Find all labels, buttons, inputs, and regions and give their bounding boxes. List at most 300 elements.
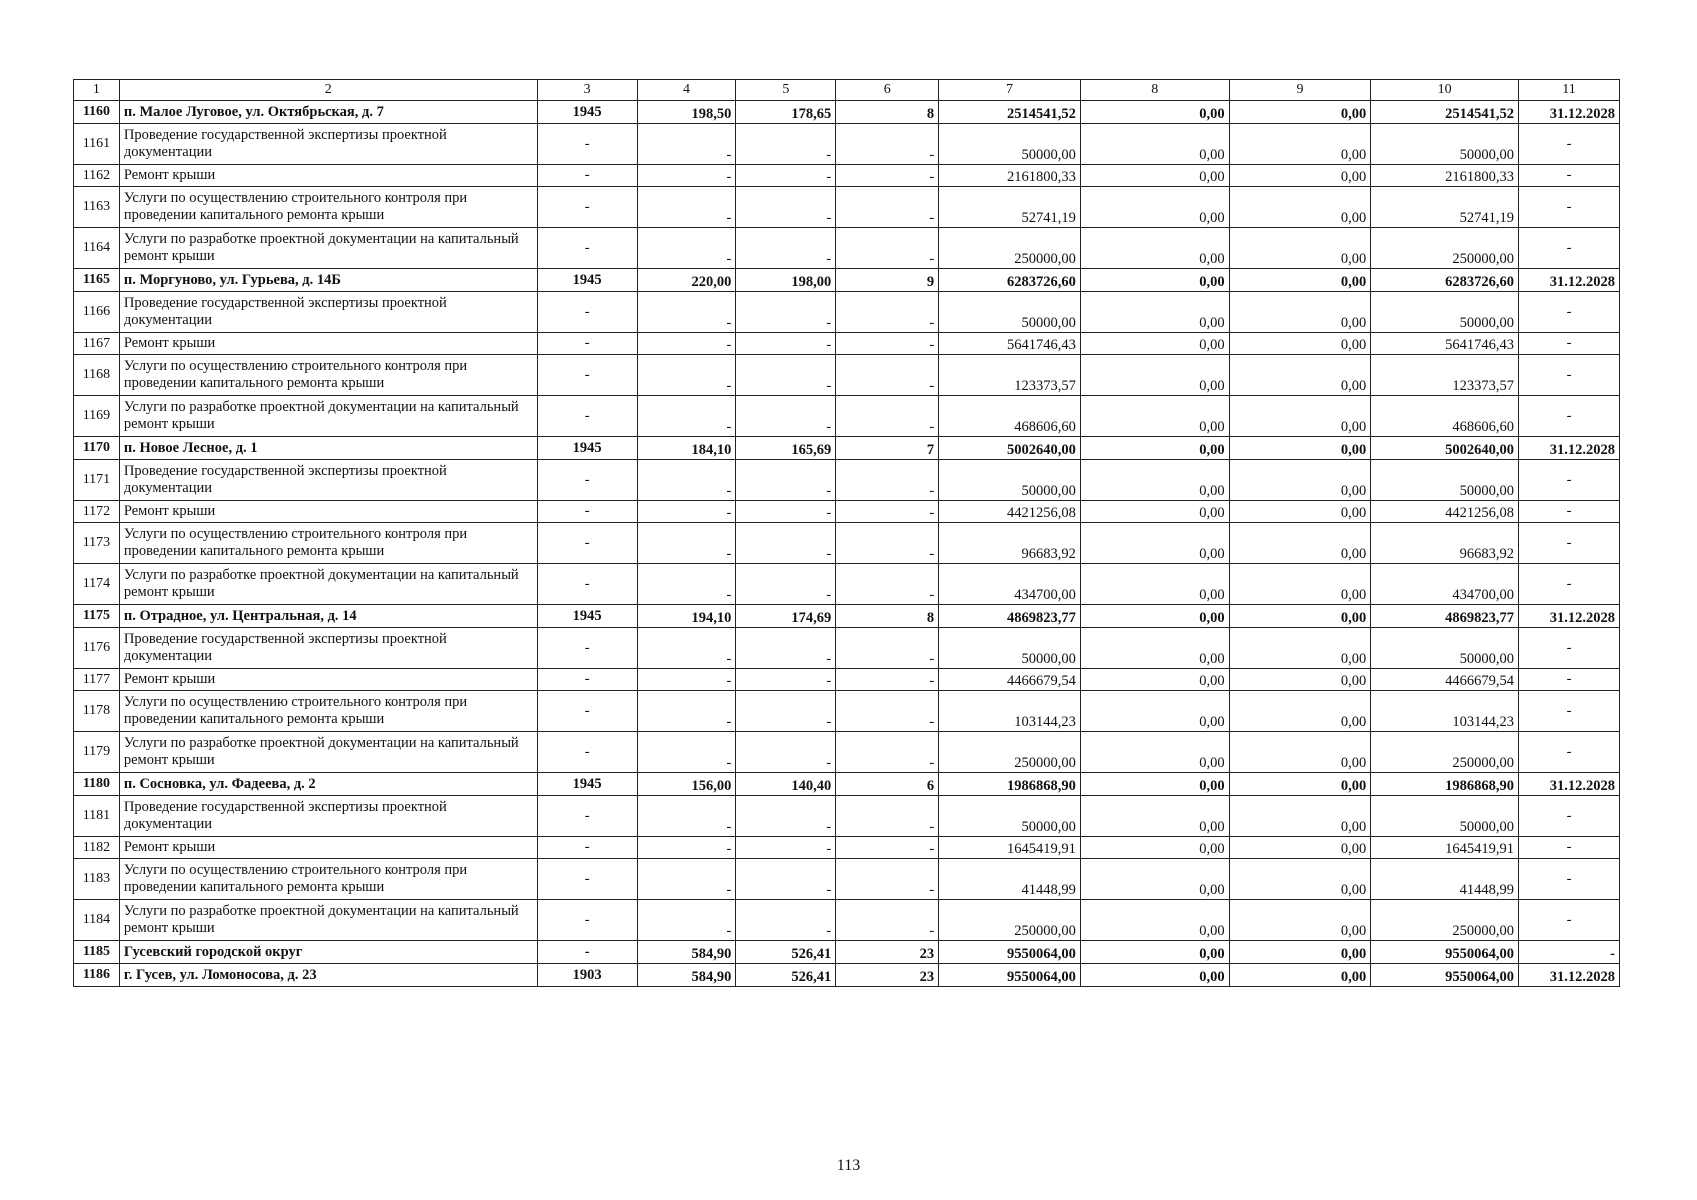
cost-total-cell: 123373,57 bbox=[939, 355, 1081, 396]
row-number-cell: 1170 bbox=[74, 437, 120, 460]
page-number: 113 bbox=[836, 1157, 861, 1174]
column-header: 4 bbox=[637, 80, 736, 101]
deadline-date-cell: - bbox=[1519, 187, 1620, 228]
deadline-date-cell: - bbox=[1519, 941, 1620, 964]
deadline-date-cell: - bbox=[1519, 501, 1620, 523]
table-row bbox=[74, 437, 1620, 460]
cost-budget-cell: 41448,99 bbox=[1371, 859, 1519, 900]
cost-budget-cell: 4869823,77 bbox=[1371, 605, 1519, 628]
cost-budget-cell: 5002640,00 bbox=[1371, 437, 1519, 460]
cost-total-cell: 50000,00 bbox=[939, 628, 1081, 669]
cost-total-cell: 4466679,54 bbox=[939, 669, 1081, 691]
item-name-cell: Ремонт крыши bbox=[119, 333, 537, 355]
year-value-cell: 1945 bbox=[537, 773, 637, 796]
cost-other-cell: 0,00 bbox=[1229, 837, 1371, 859]
count-value-cell: - bbox=[836, 165, 939, 187]
count-value-cell: - bbox=[836, 124, 939, 165]
area-living-cell: - bbox=[736, 187, 836, 228]
area-living-cell: 178,65 bbox=[736, 101, 836, 124]
area-total-cell: - bbox=[637, 691, 736, 732]
column-header: 9 bbox=[1229, 80, 1371, 101]
area-living-cell: - bbox=[736, 523, 836, 564]
row-number-cell: 1183 bbox=[74, 859, 120, 900]
cost-total-cell: 2514541,52 bbox=[939, 101, 1081, 124]
item-name-cell: Проведение государственной экспертизы проектной документации bbox=[119, 628, 537, 669]
count-value-cell: 23 bbox=[836, 964, 939, 987]
cost-fund-cell: 0,00 bbox=[1080, 269, 1229, 292]
area-total-cell: - bbox=[637, 837, 736, 859]
year-value-cell: - bbox=[537, 837, 637, 859]
cost-other-cell: 0,00 bbox=[1229, 669, 1371, 691]
cost-total-cell: 6283726,60 bbox=[939, 269, 1081, 292]
area-living-cell: 198,00 bbox=[736, 269, 836, 292]
count-value-cell: - bbox=[836, 333, 939, 355]
cost-total-cell: 103144,23 bbox=[939, 691, 1081, 732]
deadline-date-cell: 31.12.2028 bbox=[1519, 773, 1620, 796]
area-total-cell: - bbox=[637, 460, 736, 501]
column-header: 5 bbox=[736, 80, 836, 101]
cost-budget-cell: 50000,00 bbox=[1371, 628, 1519, 669]
cost-total-cell: 41448,99 bbox=[939, 859, 1081, 900]
column-header: 3 bbox=[537, 80, 637, 101]
row-number-cell: 1171 bbox=[74, 460, 120, 501]
area-living-cell: - bbox=[736, 124, 836, 165]
item-name-cell: п. Моргуново, ул. Гурьева, д. 14Б bbox=[119, 269, 537, 292]
cost-fund-cell: 0,00 bbox=[1080, 523, 1229, 564]
deadline-date-cell: - bbox=[1519, 333, 1620, 355]
cost-total-cell: 250000,00 bbox=[939, 900, 1081, 941]
column-header: 1 bbox=[74, 80, 120, 101]
count-value-cell: - bbox=[836, 669, 939, 691]
year-value-cell: - bbox=[537, 669, 637, 691]
area-living-cell: - bbox=[736, 837, 836, 859]
area-total-cell: 156,00 bbox=[637, 773, 736, 796]
year-value-cell: 1903 bbox=[537, 964, 637, 987]
deadline-date-cell: 31.12.2028 bbox=[1519, 101, 1620, 124]
deadline-date-cell: - bbox=[1519, 228, 1620, 269]
cost-fund-cell: 0,00 bbox=[1080, 964, 1229, 987]
item-name-cell: г. Гусев, ул. Ломоносова, д. 23 bbox=[119, 964, 537, 987]
table-row bbox=[74, 669, 1620, 691]
count-value-cell: - bbox=[836, 292, 939, 333]
area-total-cell: - bbox=[637, 732, 736, 773]
row-number-cell: 1167 bbox=[74, 333, 120, 355]
count-value-cell: - bbox=[836, 523, 939, 564]
table-row bbox=[74, 523, 1620, 564]
cost-total-cell: 50000,00 bbox=[939, 292, 1081, 333]
year-value-cell: - bbox=[537, 165, 637, 187]
deadline-date-cell: - bbox=[1519, 796, 1620, 837]
cost-fund-cell: 0,00 bbox=[1080, 437, 1229, 460]
item-name-cell: Услуги по разработке проектной документации на капитальный ремонт крыши bbox=[119, 900, 537, 941]
row-number-cell: 1181 bbox=[74, 796, 120, 837]
count-value-cell: - bbox=[836, 628, 939, 669]
cost-other-cell: 0,00 bbox=[1229, 437, 1371, 460]
table-row bbox=[74, 732, 1620, 773]
area-total-cell: - bbox=[637, 333, 736, 355]
area-total-cell: - bbox=[637, 628, 736, 669]
year-value-cell: - bbox=[537, 501, 637, 523]
table-row bbox=[74, 355, 1620, 396]
area-living-cell: - bbox=[736, 333, 836, 355]
table-row bbox=[74, 691, 1620, 732]
deadline-date-cell: - bbox=[1519, 460, 1620, 501]
table-row bbox=[74, 796, 1620, 837]
item-name-cell: Ремонт крыши bbox=[119, 501, 537, 523]
item-name-cell: Услуги по осуществлению строительного контроля при проведении капитального ремонта крыши bbox=[119, 523, 537, 564]
cost-budget-cell: 1986868,90 bbox=[1371, 773, 1519, 796]
area-living-cell: - bbox=[736, 501, 836, 523]
year-value-cell: 1945 bbox=[537, 437, 637, 460]
table-row bbox=[74, 837, 1620, 859]
cost-fund-cell: 0,00 bbox=[1080, 396, 1229, 437]
year-value-cell: - bbox=[537, 292, 637, 333]
area-living-cell: - bbox=[736, 564, 836, 605]
table-row bbox=[74, 228, 1620, 269]
item-name-cell: Услуги по осуществлению строительного контроля при проведении капитального ремонта крыши bbox=[119, 187, 537, 228]
area-total-cell: - bbox=[637, 669, 736, 691]
year-value-cell: - bbox=[537, 187, 637, 228]
cost-budget-cell: 50000,00 bbox=[1371, 124, 1519, 165]
area-total-cell: - bbox=[637, 355, 736, 396]
area-living-cell: - bbox=[736, 355, 836, 396]
row-number-cell: 1163 bbox=[74, 187, 120, 228]
year-value-cell: - bbox=[537, 859, 637, 900]
cost-fund-cell: 0,00 bbox=[1080, 669, 1229, 691]
table-row bbox=[74, 333, 1620, 355]
row-number-cell: 1175 bbox=[74, 605, 120, 628]
deadline-date-cell: - bbox=[1519, 165, 1620, 187]
deadline-date-cell: - bbox=[1519, 355, 1620, 396]
cost-total-cell: 250000,00 bbox=[939, 228, 1081, 269]
area-total-cell: - bbox=[637, 523, 736, 564]
row-number-cell: 1165 bbox=[74, 269, 120, 292]
cost-fund-cell: 0,00 bbox=[1080, 460, 1229, 501]
item-name-cell: Ремонт крыши bbox=[119, 837, 537, 859]
year-value-cell: - bbox=[537, 355, 637, 396]
year-value-cell: - bbox=[537, 732, 637, 773]
year-value-cell: 1945 bbox=[537, 101, 637, 124]
count-value-cell: 6 bbox=[836, 773, 939, 796]
year-value-cell: - bbox=[537, 228, 637, 269]
cost-other-cell: 0,00 bbox=[1229, 796, 1371, 837]
area-living-cell: - bbox=[736, 628, 836, 669]
cost-total-cell: 9550064,00 bbox=[939, 941, 1081, 964]
cost-other-cell: 0,00 bbox=[1229, 732, 1371, 773]
deadline-date-cell: - bbox=[1519, 396, 1620, 437]
cost-total-cell: 5641746,43 bbox=[939, 333, 1081, 355]
deadline-date-cell: - bbox=[1519, 837, 1620, 859]
cost-budget-cell: 50000,00 bbox=[1371, 292, 1519, 333]
deadline-date-cell: - bbox=[1519, 900, 1620, 941]
cost-fund-cell: 0,00 bbox=[1080, 691, 1229, 732]
count-value-cell: 8 bbox=[836, 101, 939, 124]
area-living-cell: - bbox=[736, 669, 836, 691]
cost-budget-cell: 2514541,52 bbox=[1371, 101, 1519, 124]
count-value-cell: - bbox=[836, 396, 939, 437]
year-value-cell: - bbox=[537, 564, 637, 605]
year-value-cell: - bbox=[537, 691, 637, 732]
area-living-cell: - bbox=[736, 292, 836, 333]
cost-budget-cell: 9550064,00 bbox=[1371, 964, 1519, 987]
area-total-cell: - bbox=[637, 165, 736, 187]
cost-other-cell: 0,00 bbox=[1229, 628, 1371, 669]
area-total-cell: 220,00 bbox=[637, 269, 736, 292]
item-name-cell: Услуги по разработке проектной документации на капитальный ремонт крыши bbox=[119, 396, 537, 437]
deadline-date-cell: 31.12.2028 bbox=[1519, 437, 1620, 460]
cost-budget-cell: 250000,00 bbox=[1371, 228, 1519, 269]
cost-other-cell: 0,00 bbox=[1229, 900, 1371, 941]
cost-other-cell: 0,00 bbox=[1229, 292, 1371, 333]
year-value-cell: - bbox=[537, 523, 637, 564]
cost-other-cell: 0,00 bbox=[1229, 859, 1371, 900]
cost-fund-cell: 0,00 bbox=[1080, 292, 1229, 333]
item-name-cell: Проведение государственной экспертизы проектной документации bbox=[119, 124, 537, 165]
column-header: 6 bbox=[836, 80, 939, 101]
item-name-cell: Услуги по разработке проектной документации на капитальный ремонт крыши bbox=[119, 228, 537, 269]
cost-other-cell: 0,00 bbox=[1229, 941, 1371, 964]
year-value-cell: - bbox=[537, 124, 637, 165]
area-total-cell: - bbox=[637, 501, 736, 523]
count-value-cell: - bbox=[836, 564, 939, 605]
cost-other-cell: 0,00 bbox=[1229, 269, 1371, 292]
area-living-cell: 140,40 bbox=[736, 773, 836, 796]
cost-total-cell: 2161800,33 bbox=[939, 165, 1081, 187]
table-row bbox=[74, 564, 1620, 605]
table-row bbox=[74, 964, 1620, 987]
deadline-date-cell: - bbox=[1519, 292, 1620, 333]
cost-other-cell: 0,00 bbox=[1229, 691, 1371, 732]
area-living-cell: - bbox=[736, 859, 836, 900]
cost-other-cell: 0,00 bbox=[1229, 355, 1371, 396]
area-living-cell: - bbox=[736, 796, 836, 837]
cost-total-cell: 52741,19 bbox=[939, 187, 1081, 228]
row-number-cell: 1177 bbox=[74, 669, 120, 691]
column-number-header-row bbox=[74, 80, 1620, 101]
cost-fund-cell: 0,00 bbox=[1080, 732, 1229, 773]
row-number-cell: 1161 bbox=[74, 124, 120, 165]
deadline-date-cell: - bbox=[1519, 691, 1620, 732]
area-living-cell: 165,69 bbox=[736, 437, 836, 460]
cost-other-cell: 0,00 bbox=[1229, 773, 1371, 796]
row-number-cell: 1180 bbox=[74, 773, 120, 796]
row-number-cell: 1173 bbox=[74, 523, 120, 564]
row-number-cell: 1162 bbox=[74, 165, 120, 187]
cost-budget-cell: 50000,00 bbox=[1371, 460, 1519, 501]
row-number-cell: 1174 bbox=[74, 564, 120, 605]
table-row bbox=[74, 165, 1620, 187]
column-header: 7 bbox=[939, 80, 1081, 101]
table-row bbox=[74, 605, 1620, 628]
count-value-cell: - bbox=[836, 900, 939, 941]
table-row bbox=[74, 628, 1620, 669]
count-value-cell: - bbox=[836, 187, 939, 228]
table-row bbox=[74, 941, 1620, 964]
year-value-cell: - bbox=[537, 396, 637, 437]
area-total-cell: - bbox=[637, 796, 736, 837]
cost-budget-cell: 103144,23 bbox=[1371, 691, 1519, 732]
cost-other-cell: 0,00 bbox=[1229, 460, 1371, 501]
cost-total-cell: 1645419,91 bbox=[939, 837, 1081, 859]
count-value-cell: 9 bbox=[836, 269, 939, 292]
cost-total-cell: 9550064,00 bbox=[939, 964, 1081, 987]
cost-budget-cell: 250000,00 bbox=[1371, 732, 1519, 773]
item-name-cell: п. Отрадное, ул. Центральная, д. 14 bbox=[119, 605, 537, 628]
cost-fund-cell: 0,00 bbox=[1080, 165, 1229, 187]
area-total-cell: - bbox=[637, 564, 736, 605]
item-name-cell: Проведение государственной экспертизы проектной документации bbox=[119, 796, 537, 837]
cost-total-cell: 4869823,77 bbox=[939, 605, 1081, 628]
row-number-cell: 1169 bbox=[74, 396, 120, 437]
cost-budget-cell: 6283726,60 bbox=[1371, 269, 1519, 292]
cost-fund-cell: 0,00 bbox=[1080, 941, 1229, 964]
year-value-cell: 1945 bbox=[537, 269, 637, 292]
cost-total-cell: 1986868,90 bbox=[939, 773, 1081, 796]
area-living-cell: 526,41 bbox=[736, 941, 836, 964]
cost-fund-cell: 0,00 bbox=[1080, 228, 1229, 269]
cost-fund-cell: 0,00 bbox=[1080, 605, 1229, 628]
count-value-cell: 7 bbox=[836, 437, 939, 460]
item-name-cell: Ремонт крыши bbox=[119, 165, 537, 187]
table-row bbox=[74, 124, 1620, 165]
item-name-cell: Проведение государственной экспертизы проектной документации bbox=[119, 460, 537, 501]
cost-budget-cell: 434700,00 bbox=[1371, 564, 1519, 605]
cost-budget-cell: 5641746,43 bbox=[1371, 333, 1519, 355]
item-name-cell: Услуги по разработке проектной документации на капитальный ремонт крыши bbox=[119, 564, 537, 605]
area-living-cell: - bbox=[736, 732, 836, 773]
area-living-cell: - bbox=[736, 396, 836, 437]
cost-budget-cell: 52741,19 bbox=[1371, 187, 1519, 228]
cost-other-cell: 0,00 bbox=[1229, 165, 1371, 187]
cost-budget-cell: 4466679,54 bbox=[1371, 669, 1519, 691]
deadline-date-cell: - bbox=[1519, 732, 1620, 773]
item-name-cell: Услуги по осуществлению строительного контроля при проведении капитального ремонта крыши bbox=[119, 355, 537, 396]
column-header: 11 bbox=[1519, 80, 1620, 101]
cost-fund-cell: 0,00 bbox=[1080, 796, 1229, 837]
table-row bbox=[74, 292, 1620, 333]
cost-total-cell: 434700,00 bbox=[939, 564, 1081, 605]
cost-other-cell: 0,00 bbox=[1229, 228, 1371, 269]
cost-fund-cell: 0,00 bbox=[1080, 564, 1229, 605]
cost-fund-cell: 0,00 bbox=[1080, 124, 1229, 165]
cost-other-cell: 0,00 bbox=[1229, 124, 1371, 165]
row-number-cell: 1164 bbox=[74, 228, 120, 269]
area-total-cell: - bbox=[637, 900, 736, 941]
row-number-cell: 1168 bbox=[74, 355, 120, 396]
area-living-cell: - bbox=[736, 460, 836, 501]
cost-budget-cell: 9550064,00 bbox=[1371, 941, 1519, 964]
cost-budget-cell: 123373,57 bbox=[1371, 355, 1519, 396]
cost-total-cell: 5002640,00 bbox=[939, 437, 1081, 460]
row-number-cell: 1186 bbox=[74, 964, 120, 987]
area-total-cell: - bbox=[637, 292, 736, 333]
cost-budget-cell: 50000,00 bbox=[1371, 796, 1519, 837]
table-body bbox=[74, 101, 1620, 987]
column-header: 2 bbox=[119, 80, 537, 101]
cost-budget-cell: 468606,60 bbox=[1371, 396, 1519, 437]
area-total-cell: - bbox=[637, 228, 736, 269]
item-name-cell: п. Малое Луговое, ул. Октябрьская, д. 7 bbox=[119, 101, 537, 124]
row-number-cell: 1182 bbox=[74, 837, 120, 859]
cost-other-cell: 0,00 bbox=[1229, 964, 1371, 987]
cost-total-cell: 50000,00 bbox=[939, 796, 1081, 837]
table-row bbox=[74, 396, 1620, 437]
table-row bbox=[74, 101, 1620, 124]
deadline-date-cell: - bbox=[1519, 564, 1620, 605]
cost-budget-cell: 250000,00 bbox=[1371, 900, 1519, 941]
count-value-cell: - bbox=[836, 796, 939, 837]
area-total-cell: - bbox=[637, 187, 736, 228]
deadline-date-cell: - bbox=[1519, 523, 1620, 564]
table-row bbox=[74, 900, 1620, 941]
item-name-cell: Услуги по осуществлению строительного контроля при проведении капитального ремонта крыши bbox=[119, 691, 537, 732]
area-total-cell: 194,10 bbox=[637, 605, 736, 628]
area-living-cell: - bbox=[736, 165, 836, 187]
item-name-cell: Ремонт крыши bbox=[119, 669, 537, 691]
cost-other-cell: 0,00 bbox=[1229, 187, 1371, 228]
deadline-date-cell: - bbox=[1519, 124, 1620, 165]
count-value-cell: 8 bbox=[836, 605, 939, 628]
cost-budget-cell: 4421256,08 bbox=[1371, 501, 1519, 523]
row-number-cell: 1176 bbox=[74, 628, 120, 669]
deadline-date-cell: - bbox=[1519, 669, 1620, 691]
deadline-date-cell: 31.12.2028 bbox=[1519, 605, 1620, 628]
area-living-cell: 526,41 bbox=[736, 964, 836, 987]
table-row bbox=[74, 501, 1620, 523]
row-number-cell: 1185 bbox=[74, 941, 120, 964]
area-total-cell: - bbox=[637, 124, 736, 165]
count-value-cell: - bbox=[836, 837, 939, 859]
cost-total-cell: 96683,92 bbox=[939, 523, 1081, 564]
count-value-cell: 23 bbox=[836, 941, 939, 964]
year-value-cell: 1945 bbox=[537, 605, 637, 628]
row-number-cell: 1178 bbox=[74, 691, 120, 732]
count-value-cell: - bbox=[836, 501, 939, 523]
cost-fund-cell: 0,00 bbox=[1080, 501, 1229, 523]
area-living-cell: - bbox=[736, 228, 836, 269]
column-header: 8 bbox=[1080, 80, 1229, 101]
table-row bbox=[74, 859, 1620, 900]
cost-other-cell: 0,00 bbox=[1229, 101, 1371, 124]
table-row bbox=[74, 773, 1620, 796]
count-value-cell: - bbox=[836, 691, 939, 732]
cost-other-cell: 0,00 bbox=[1229, 605, 1371, 628]
area-living-cell: 174,69 bbox=[736, 605, 836, 628]
cost-fund-cell: 0,00 bbox=[1080, 101, 1229, 124]
cost-fund-cell: 0,00 bbox=[1080, 628, 1229, 669]
year-value-cell: - bbox=[537, 333, 637, 355]
item-name-cell: Услуги по разработке проектной документации на капитальный ремонт крыши bbox=[119, 732, 537, 773]
cost-fund-cell: 0,00 bbox=[1080, 837, 1229, 859]
cost-fund-cell: 0,00 bbox=[1080, 187, 1229, 228]
area-total-cell: 584,90 bbox=[637, 941, 736, 964]
year-value-cell: - bbox=[537, 628, 637, 669]
year-value-cell: - bbox=[537, 941, 637, 964]
deadline-date-cell: - bbox=[1519, 859, 1620, 900]
table-row bbox=[74, 269, 1620, 292]
cost-other-cell: 0,00 bbox=[1229, 333, 1371, 355]
item-name-cell: Услуги по осуществлению строительного контроля при проведении капитального ремонта крыши bbox=[119, 859, 537, 900]
year-value-cell: - bbox=[537, 796, 637, 837]
item-name-cell: п. Сосновка, ул. Фадеева, д. 2 bbox=[119, 773, 537, 796]
year-value-cell: - bbox=[537, 900, 637, 941]
count-value-cell: - bbox=[836, 859, 939, 900]
count-value-cell: - bbox=[836, 355, 939, 396]
area-total-cell: 198,50 bbox=[637, 101, 736, 124]
cost-total-cell: 250000,00 bbox=[939, 732, 1081, 773]
cost-total-cell: 50000,00 bbox=[939, 124, 1081, 165]
cost-fund-cell: 0,00 bbox=[1080, 773, 1229, 796]
